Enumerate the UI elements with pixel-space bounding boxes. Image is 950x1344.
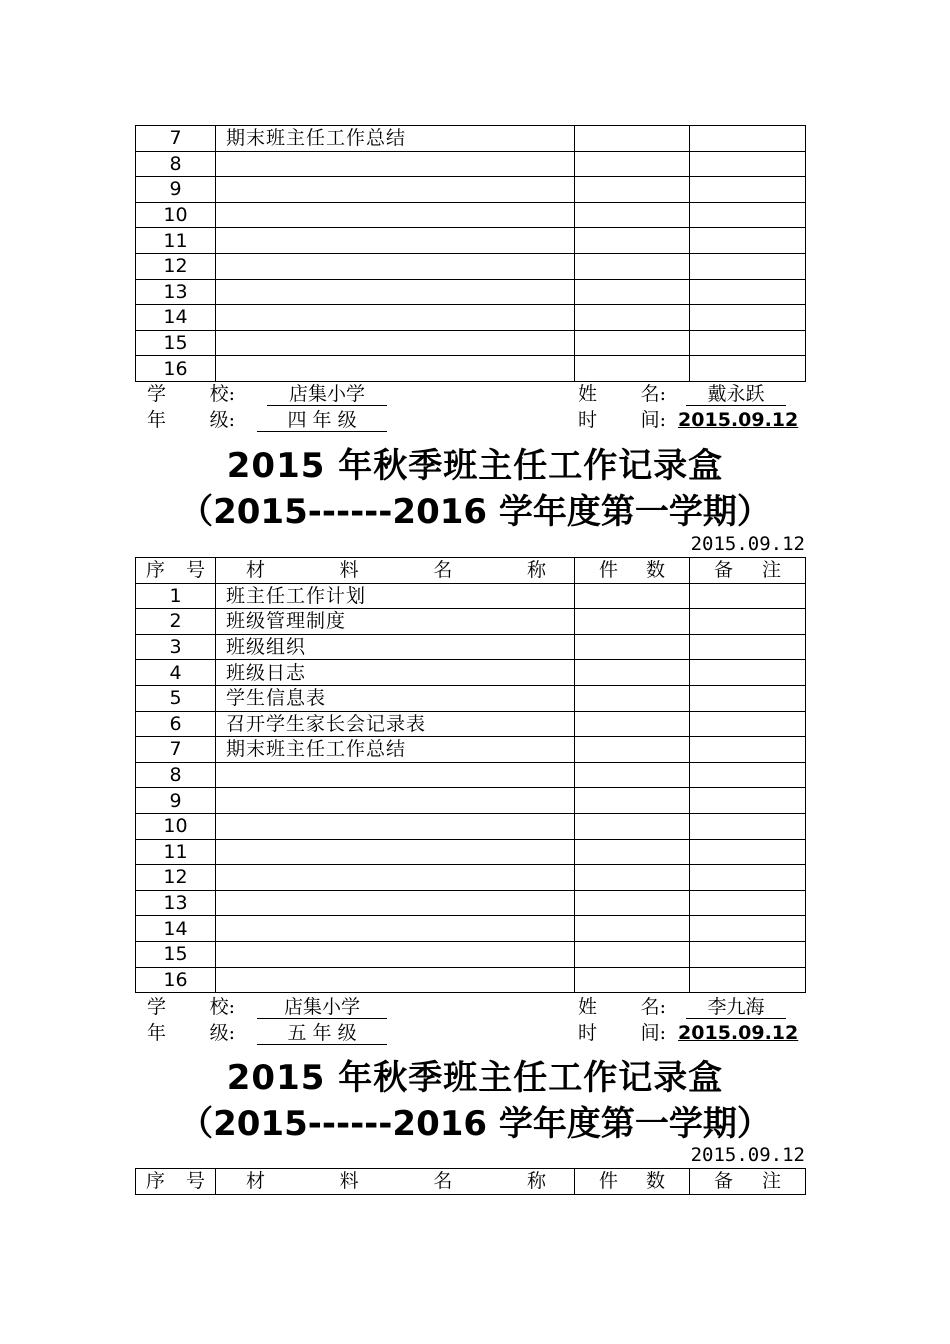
item-count [575, 177, 690, 203]
header-note: 备 注 [690, 1169, 806, 1195]
grade-line-1 [147, 408, 387, 432]
remark [690, 634, 806, 660]
row-number: 13 [136, 279, 216, 305]
row-number: 15 [136, 330, 216, 356]
material-name [216, 356, 575, 382]
material-name [216, 916, 575, 942]
row-number: 6 [136, 711, 216, 737]
table-row [136, 228, 806, 254]
table-row [136, 583, 806, 609]
table-row [136, 685, 806, 711]
table-row [136, 890, 806, 916]
material-name [216, 177, 575, 203]
material-name [216, 228, 575, 254]
item-count [575, 762, 690, 788]
table-row [136, 356, 806, 382]
material-name [216, 330, 575, 356]
school-line-2 [147, 995, 387, 1019]
remark [690, 762, 806, 788]
item-count [575, 685, 690, 711]
item-count [575, 634, 690, 660]
row-number: 12 [136, 865, 216, 891]
header-count: 件 数 [575, 558, 690, 584]
teacher-value: 李九海 [686, 996, 786, 1019]
item-count [575, 126, 690, 152]
row-number: 11 [136, 228, 216, 254]
remark [690, 305, 806, 331]
document-subtitle-3: （2015------2016 学年度第一学期） [179, 1104, 771, 1144]
time-label: 时 间: [578, 409, 666, 431]
material-name [216, 967, 575, 993]
row-number: 4 [136, 660, 216, 686]
table-row [136, 609, 806, 635]
header-name: 材 料 名 称 [216, 1169, 575, 1195]
remark [690, 685, 806, 711]
row-number: 8 [136, 762, 216, 788]
remark [690, 356, 806, 382]
remark [690, 737, 806, 763]
remark [690, 967, 806, 993]
table-row [136, 330, 806, 356]
item-count [575, 609, 690, 635]
table-header-row [136, 558, 806, 584]
table-row [136, 737, 806, 763]
teacher-line-2 [578, 995, 786, 1019]
item-count [575, 916, 690, 942]
time-value: 2015.09.12 [678, 1022, 799, 1044]
remark [690, 865, 806, 891]
header-no: 序 号 [136, 1169, 216, 1195]
remark [690, 890, 806, 916]
table-row [136, 151, 806, 177]
remark [690, 126, 806, 152]
remark [690, 916, 806, 942]
table-row [136, 762, 806, 788]
table-header-row [136, 1169, 806, 1195]
table-row [136, 839, 806, 865]
remark [690, 202, 806, 228]
item-count [575, 228, 690, 254]
row-number: 2 [136, 609, 216, 635]
material-name: 召开学生家长会记录表 [216, 711, 575, 737]
material-name [216, 788, 575, 814]
item-count [575, 813, 690, 839]
school-value: 店集小学 [267, 383, 387, 406]
row-number: 10 [136, 813, 216, 839]
school-line-1 [147, 382, 387, 406]
row-number: 8 [136, 151, 216, 177]
material-name [216, 279, 575, 305]
header-name: 材 料 名 称 [216, 558, 575, 584]
item-count [575, 305, 690, 331]
table-row [136, 788, 806, 814]
school-label: 学 校: [147, 383, 235, 405]
row-number: 14 [136, 305, 216, 331]
material-name [216, 890, 575, 916]
remark [690, 788, 806, 814]
record-table-1 [135, 125, 806, 382]
row-number: 12 [136, 253, 216, 279]
item-count [575, 711, 690, 737]
school-label: 学 校: [147, 996, 235, 1018]
header-count: 件 数 [575, 1169, 690, 1195]
table-row [136, 126, 806, 152]
table-row [136, 634, 806, 660]
table-row [136, 279, 806, 305]
material-name [216, 813, 575, 839]
table-row [136, 177, 806, 203]
table-row [136, 305, 806, 331]
teacher-value: 戴永跃 [686, 383, 786, 406]
item-count [575, 356, 690, 382]
grade-label: 年 级: [147, 1022, 235, 1044]
item-count [575, 788, 690, 814]
material-name [216, 253, 575, 279]
row-number: 9 [136, 177, 216, 203]
header-note: 备 注 [690, 558, 806, 584]
time-label: 时 间: [578, 1022, 666, 1044]
item-count [575, 737, 690, 763]
document-date-3: 2015.09.12 [690, 1144, 805, 1166]
item-count [575, 865, 690, 891]
row-number: 9 [136, 788, 216, 814]
material-name: 班级组织 [216, 634, 575, 660]
item-count [575, 941, 690, 967]
name-label: 姓 名: [578, 383, 666, 405]
row-number: 3 [136, 634, 216, 660]
row-number: 7 [136, 126, 216, 152]
table-row [136, 865, 806, 891]
item-count [575, 279, 690, 305]
record-table-2 [135, 557, 806, 993]
grade-value: 四 年 级 [257, 409, 387, 432]
row-number: 10 [136, 202, 216, 228]
item-count [575, 890, 690, 916]
material-name: 班级日志 [216, 660, 575, 686]
material-name: 期末班主任工作总结 [216, 126, 575, 152]
row-number: 16 [136, 967, 216, 993]
material-name [216, 839, 575, 865]
item-count [575, 151, 690, 177]
table-row [136, 916, 806, 942]
remark [690, 177, 806, 203]
record-table-2-body [136, 583, 806, 993]
material-name [216, 151, 575, 177]
item-count [575, 839, 690, 865]
item-count [575, 967, 690, 993]
document-title-3: 2015 年秋季班主任工作记录盒 [226, 1058, 724, 1098]
document-subtitle-2: （2015------2016 学年度第一学期） [179, 492, 771, 532]
remark [690, 279, 806, 305]
table-row [136, 660, 806, 686]
row-number: 1 [136, 583, 216, 609]
item-count [575, 660, 690, 686]
row-number: 11 [136, 839, 216, 865]
remark [690, 253, 806, 279]
material-name: 学生信息表 [216, 685, 575, 711]
row-number: 7 [136, 737, 216, 763]
record-table-3 [135, 1168, 806, 1195]
remark [690, 609, 806, 635]
header-no: 序 号 [136, 558, 216, 584]
remark [690, 839, 806, 865]
material-name [216, 762, 575, 788]
table-row [136, 941, 806, 967]
grade-value: 五 年 级 [257, 1022, 387, 1045]
material-name: 班主任工作计划 [216, 583, 575, 609]
material-name: 期末班主任工作总结 [216, 737, 575, 763]
material-name [216, 202, 575, 228]
grade-line-2 [147, 1021, 387, 1045]
table-row [136, 253, 806, 279]
material-name: 班级管理制度 [216, 609, 575, 635]
table-row [136, 967, 806, 993]
record-table-1-body [136, 126, 806, 382]
name-label: 姓 名: [578, 996, 666, 1018]
teacher-line-1 [578, 382, 786, 406]
time-value: 2015.09.12 [678, 409, 799, 431]
document-date-2: 2015.09.12 [690, 533, 805, 555]
table-row [136, 202, 806, 228]
grade-label: 年 级: [147, 409, 235, 431]
row-number: 15 [136, 941, 216, 967]
remark [690, 941, 806, 967]
time-line-1 [578, 408, 798, 432]
remark [690, 330, 806, 356]
row-number: 14 [136, 916, 216, 942]
item-count [575, 330, 690, 356]
table-row [136, 711, 806, 737]
material-name [216, 305, 575, 331]
remark [690, 711, 806, 737]
row-number: 13 [136, 890, 216, 916]
item-count [575, 202, 690, 228]
time-line-2 [578, 1021, 798, 1045]
school-value: 店集小学 [257, 996, 387, 1019]
material-name [216, 865, 575, 891]
remark [690, 151, 806, 177]
remark [690, 228, 806, 254]
row-number: 16 [136, 356, 216, 382]
material-name [216, 941, 575, 967]
document-title-2: 2015 年秋季班主任工作记录盒 [226, 446, 724, 486]
remark [690, 660, 806, 686]
remark [690, 583, 806, 609]
table-row [136, 813, 806, 839]
row-number: 5 [136, 685, 216, 711]
remark [690, 813, 806, 839]
item-count [575, 253, 690, 279]
item-count [575, 583, 690, 609]
